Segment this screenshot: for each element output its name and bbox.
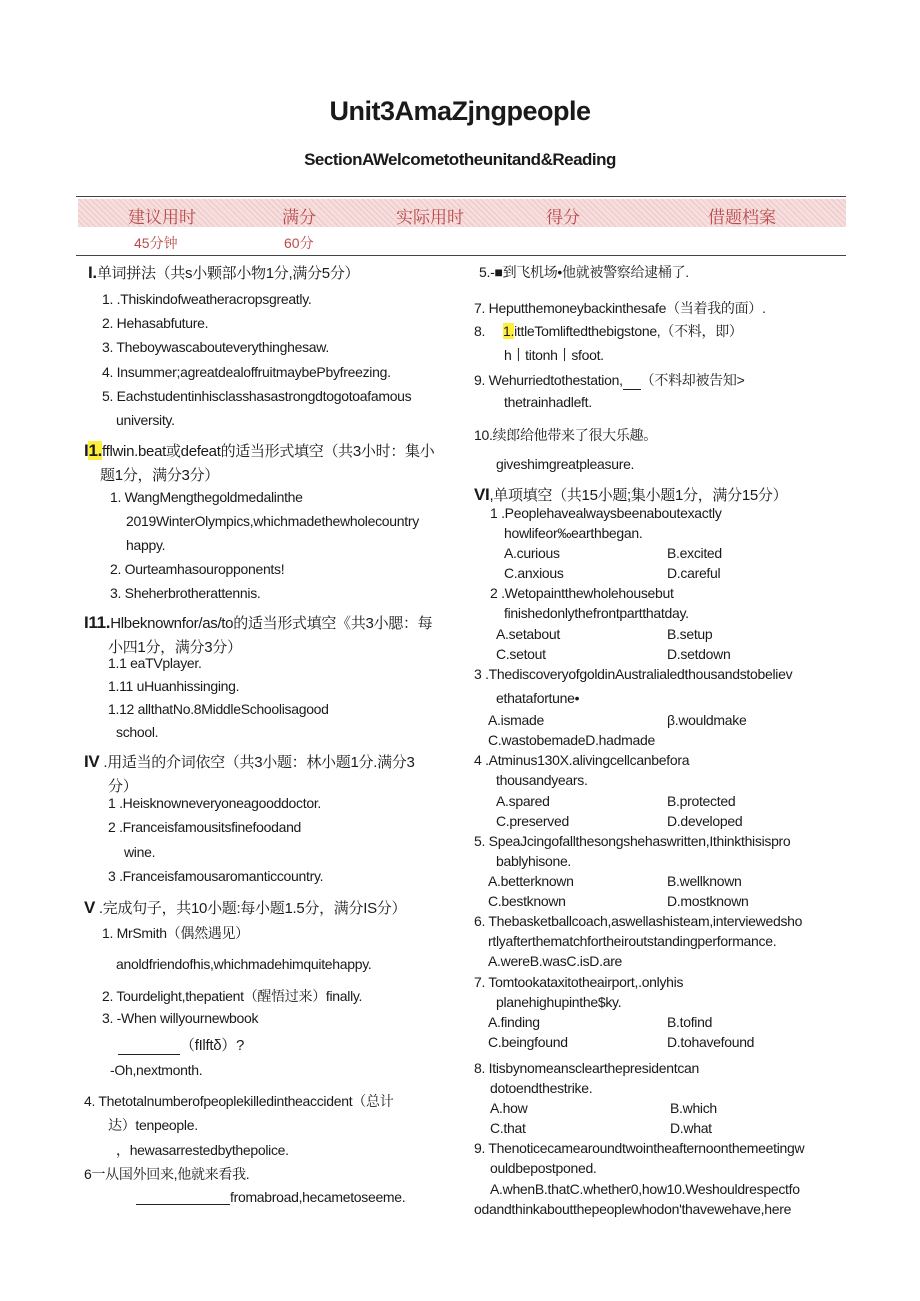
option[interactable]: β.wouldmake xyxy=(667,712,747,728)
question-text: rtlyafterthematchfortheiroutstandingperformance. xyxy=(488,933,777,949)
section-1-numeral: I. xyxy=(88,263,97,282)
question-text: 2 .Wetopaintthewholehousebut xyxy=(490,585,674,601)
list-item: 7. Heputthemoneybackinthesafe（当着我的面）. xyxy=(474,300,766,316)
question-text: howlifeor‰earthbegan. xyxy=(504,525,643,541)
option[interactable]: D.what xyxy=(670,1120,712,1136)
question-text: 3 .ThediscoveryofgoldinAustralialedthousandstobeliev xyxy=(474,666,793,682)
list-item: giveshimgreatpleasure. xyxy=(496,456,635,472)
option[interactable]: C.setout xyxy=(496,646,546,662)
option[interactable]: B.excited xyxy=(667,545,722,561)
list-item: 4. Thetotalnumberofpeoplekilledintheaccident（总计 xyxy=(84,1093,394,1109)
option[interactable]: A.finding xyxy=(488,1014,540,1030)
question-text: 9. Thenoticecamearoundtwointheafternoonthemeetingw xyxy=(474,1140,805,1156)
highlight-mark: 1. xyxy=(88,441,103,460)
option[interactable]: C.bestknown xyxy=(488,893,566,909)
list-item: 3. Sheherbrotherattennis. xyxy=(110,585,261,601)
list-item: 1. WangMengthegoldmedalinthe xyxy=(110,489,303,505)
list-item: thetrainhadleft. xyxy=(504,394,592,410)
page-title: Unit3AmaZjngpeople xyxy=(329,96,591,126)
section-5-heading: V .完成句子，共10小题:每小题1.5分，满分IS分） xyxy=(84,898,407,917)
list-item: university. xyxy=(116,412,175,428)
section-3-heading-cont: 小四1分，满分3分） xyxy=(108,639,242,656)
question-text: planehighupinthe$ky. xyxy=(496,994,622,1010)
list-item: 1.1 eaTVplayer. xyxy=(108,655,202,671)
list-item: 3. -When willyournewbook xyxy=(102,1010,259,1026)
list-item: -Oh,nextmonth. xyxy=(110,1062,203,1078)
list-item: ，hewasarrestedbythepolice. xyxy=(116,1142,289,1158)
list-item: 达）tenpeople. xyxy=(108,1117,198,1133)
list-item: 2. Hehasabfuture. xyxy=(102,315,209,331)
question-text: odandthinkaboutthepeoplewhodon'thavewehave,here xyxy=(474,1201,792,1217)
option[interactable]: D.mostknown xyxy=(667,893,749,909)
section-4-heading-cont: 分） xyxy=(108,778,138,795)
option[interactable]: B.wellknown xyxy=(667,873,742,889)
option[interactable]: A.ismade xyxy=(488,712,544,728)
list-item: 2019WinterOlympics,whichmadethewholecountry xyxy=(126,513,419,529)
list-item: 10.续郎给他带来了很大乐趣。 xyxy=(474,427,657,443)
list-item: 5.-■到飞机场•他就被警察给逮桶了. xyxy=(479,264,689,280)
question-text: 6. Thebasketballcoach,aswellashisteam,interviewedsho xyxy=(474,913,803,929)
answer-blank[interactable] xyxy=(136,1190,230,1205)
option[interactable]: B.protected xyxy=(667,793,736,809)
option[interactable]: A.spared xyxy=(496,793,550,809)
list-item: 8. 1.ittleTomliftedthebigstone,（不料，即） xyxy=(474,323,743,339)
question-text: 8. Itisbynomeansclearthepresidentcan xyxy=(474,1060,700,1076)
value-full-score: 60分 xyxy=(284,235,314,251)
list-item: school. xyxy=(116,724,159,740)
list-item: 1 .Heisknowneveryoneagooddoctor. xyxy=(108,795,321,811)
header-suggested-time: 建议用时 xyxy=(128,208,196,227)
option[interactable]: C.beingfound xyxy=(488,1034,568,1050)
section-4-heading: IV .用适当的介词依空（共3小题：林小题1分.满分3 xyxy=(84,752,415,771)
option[interactable]: D.setdown xyxy=(667,646,731,662)
option[interactable]: A.how xyxy=(490,1100,528,1116)
option[interactable]: A.setabout xyxy=(496,626,560,642)
list-item: 4. Insummer;agreatdealoffruitmaybePbyfreezing. xyxy=(102,364,391,380)
question-text: 1 .Peoplehavealwaysbeenaboutexactly xyxy=(490,505,722,521)
question-text: bablyhisone. xyxy=(496,853,572,869)
question-text: 7. Tomtookataxitotheairport,.onlyhis xyxy=(474,974,684,990)
question-text: 5. SpeaJcingofallthesongshehaswritten,Ithinkthisispro xyxy=(474,833,791,849)
list-item: 3. Theboywascabouteverythinghesaw. xyxy=(102,339,329,355)
list-item: h丨titonh丨sfoot. xyxy=(504,347,604,363)
option[interactable]: C.that xyxy=(490,1120,526,1136)
table-bottom-rule xyxy=(76,255,846,256)
list-item: fromabroad,hecametoseeme. xyxy=(136,1189,405,1205)
page-subtitle: SectionAWelcometotheunitand&Reading xyxy=(304,150,616,169)
option[interactable]: A.curious xyxy=(504,545,560,561)
option[interactable]: A.wereB.wasC.isD.are xyxy=(488,953,623,969)
highlight-mark: 1. xyxy=(503,323,515,339)
header-score: 得分 xyxy=(546,208,580,227)
option[interactable]: A.whenB.thatC.whether0,how10.Weshouldrespectfo xyxy=(490,1181,800,1197)
option[interactable]: B.setup xyxy=(667,626,713,642)
header-error-archive: 借题档案 xyxy=(708,208,776,227)
list-item: 2. Tourdelight,thepatient（醒悟过来）finally. xyxy=(102,988,363,1004)
question-text: ouldbepostponed. xyxy=(490,1160,597,1176)
list-item: 6一从国外回来,他就来看我. xyxy=(84,1166,250,1182)
list-item: 1. MrSmith（偶然遇见） xyxy=(102,925,249,941)
section-2-heading: I1.fflwin.beat或defeat的适当形式填空（共3小时：集小 xyxy=(84,441,435,460)
section-2-heading-cont: 题1分，满分3分） xyxy=(100,467,219,484)
answer-blank[interactable] xyxy=(118,1040,180,1055)
list-item: 9. Wehurriedtothestation, （不料却被告知> xyxy=(474,372,745,388)
option[interactable]: B.tofind xyxy=(667,1014,713,1030)
value-suggested-time: 45分钟 xyxy=(134,235,178,251)
list-item: 2. Ourteamhasouropponents! xyxy=(110,561,285,577)
list-item: 5. Eachstudentinhisclasshasastrongdtogotoafamous xyxy=(102,388,412,404)
header-actual-time: 实际用时 xyxy=(396,208,464,227)
table-top-rule xyxy=(76,196,846,197)
option[interactable]: C.anxious xyxy=(504,565,564,581)
option[interactable]: B.which xyxy=(670,1100,717,1116)
question-text: finishedonlythefrontpartthatday. xyxy=(504,605,689,621)
header-full-score: 满分 xyxy=(282,208,316,227)
list-item: anoldfriendofhis,whichmadehimquitehappy. xyxy=(116,956,372,972)
list-item: wine. xyxy=(124,844,156,860)
list-item: 2 .Franceisfamousitsfinefoodand xyxy=(108,819,302,835)
answer-blank[interactable] xyxy=(623,377,641,390)
list-item: （fIlftδ）? xyxy=(118,1034,244,1055)
list-item: 3 .Franceisfamousaromanticcountry. xyxy=(108,868,324,884)
option[interactable]: C.wastobemadeD.hadmade xyxy=(488,732,655,748)
list-item: happy. xyxy=(126,537,166,553)
option[interactable]: D.careful xyxy=(667,565,721,581)
list-item: 1. .Thiskindofweatheracropsgreatly. xyxy=(102,291,312,307)
option[interactable]: C.preserved xyxy=(496,813,569,829)
option[interactable]: D.developed xyxy=(667,813,743,829)
section-6-heading: VI,单项填空（共15小题;集小题1分，满分15分） xyxy=(474,485,788,504)
list-item: 1.11 uHuanhissinging. xyxy=(108,678,240,694)
question-text: ethatafortune• xyxy=(496,690,580,706)
section-3-heading: I11.Hlbeknownfor/as/to的适当形式填空《共3小腮：每 xyxy=(84,613,433,632)
question-text: dotoendthestrike. xyxy=(490,1080,593,1096)
question-text: 4 .Atminus130X.alivingcellcanbefora xyxy=(474,752,690,768)
question-text: thousandyears. xyxy=(496,772,588,788)
list-item: 1.12 allthatNo.8MiddleSchoolisagood xyxy=(108,701,329,717)
section-1-heading: I.单词拼法（共s小颗部小物1分,满分5分） xyxy=(88,263,360,282)
option[interactable]: D.tohavefound xyxy=(667,1034,755,1050)
option[interactable]: A.betterknown xyxy=(488,873,574,889)
